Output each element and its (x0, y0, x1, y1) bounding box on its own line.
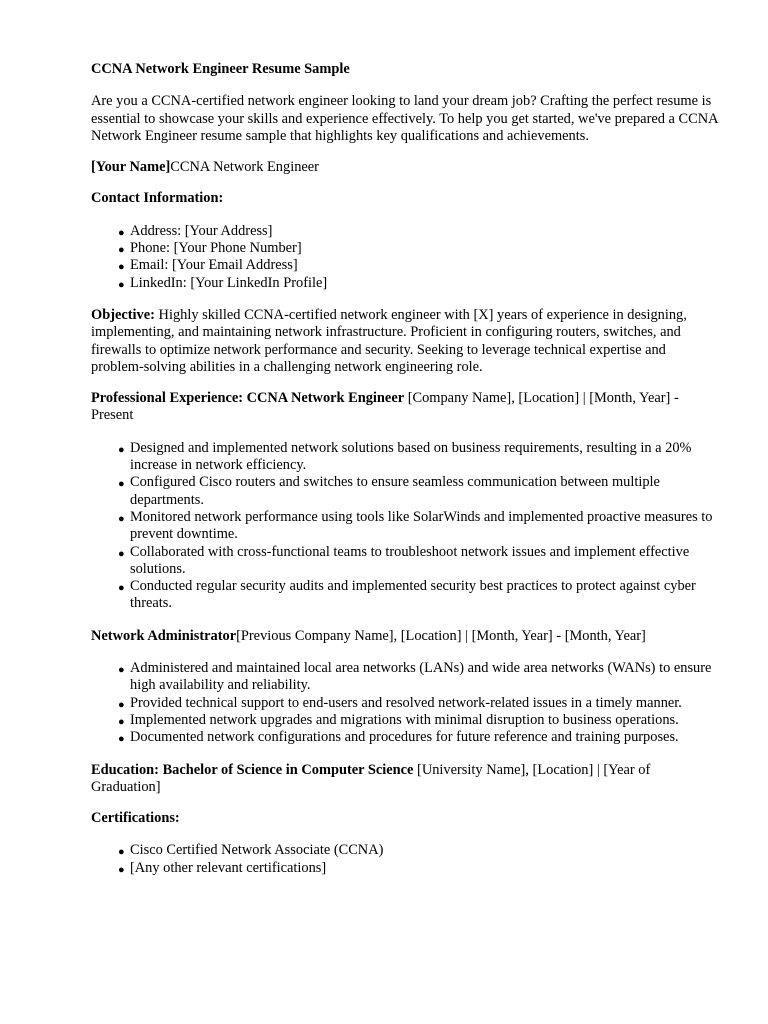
bullet-icon: ● (118, 846, 125, 859)
candidate-name: [Your Name] (91, 159, 171, 176)
admin-label: Network Administrator (91, 627, 237, 644)
list-item: ● Configured Cisco routers and switches to ensure seamless communication between multiple departments. (118, 474, 660, 508)
list-item: ● Provided technical support to end-users and resolved network-related issues in a timely manner. (118, 695, 721, 712)
list-item: ● Email: [Your Email Address] (118, 257, 721, 274)
bullet-icon: ● (118, 261, 125, 274)
admin-heading (91, 628, 721, 645)
experience-detail: [Company Name], [Location] | [Month, Year] - Present (91, 390, 679, 424)
bullet-icon: ● (118, 226, 125, 239)
certifications-list (91, 842, 721, 877)
list-item: ● Cisco Certified Network Associate (CCNA) (118, 842, 721, 859)
list-item: ● Designed and implemented network solutions based on business requirements, resulting in a 20% increase in network efficiency. (118, 439, 692, 474)
candidate-role: CCNA Network Engineer (170, 159, 319, 176)
bullet-icon: ● (118, 582, 125, 595)
experience-list (91, 440, 721, 613)
education-detail: [University Name], [Location] | [Year of Graduation] (91, 761, 651, 795)
contact-list (91, 223, 721, 292)
education-paragraph (91, 762, 721, 797)
list-item: ● Address: [Your Address] (118, 223, 721, 240)
objective-label: Objective: (91, 306, 155, 323)
education-label: Education: Bachelor of Science in Computer Science (91, 761, 414, 778)
bullet-icon: ● (118, 733, 125, 746)
bullet-icon: ● (118, 547, 125, 560)
list-item: ● Collaborated with cross-functional teams to troubleshoot network issues and implement effective solutions. (118, 543, 690, 577)
objective-text: Highly skilled CCNA-certified network engineer with [X] years of experience in designing, implementing, and maintaining network infrastructure. Proficient in configuring routers, switches, and firewalls to optimize network performance and security. Seeking to leverage technical expertise and problem-solving abilities in a challenging network engineering role. (91, 306, 687, 375)
intro-paragraph: Are you a CCNA-certified network engineer looking to land your dream job? Crafting the perfect resume is essential to showcase your skills and experience effectively. To help you get started, we've prepared a CCNA Network Engineer resume sample that highlights key qualifications and achievements. (91, 93, 718, 144)
experience-label: Professional Experience: CCNA Network Engineer (91, 390, 405, 407)
contact-heading: Contact Information: (91, 190, 224, 207)
bullet-icon: ● (118, 478, 125, 491)
experience-heading (91, 390, 721, 425)
bullet-icon: ● (118, 698, 125, 711)
list-item: ● Implemented network upgrades and migrations with minimal disruption to business operations. (118, 712, 721, 729)
list-item: ● Administered and maintained local area networks (LANs) and wide area networks (WANs) to ensure high availability and reliability. (118, 660, 712, 694)
admin-detail: [Previous Company Name], [Location] | [Month, Year] - [Month, Year] (236, 627, 646, 644)
bullet-icon: ● (118, 443, 125, 456)
bullet-icon: ● (118, 278, 125, 291)
list-item: ● Conducted regular security audits and implemented security best practices to protect against cyber threats. (118, 578, 696, 612)
admin-list (91, 660, 721, 746)
bullet-icon: ● (118, 715, 125, 728)
bullet-icon: ● (118, 512, 125, 525)
list-item: ● Phone: [Your Phone Number] (118, 240, 721, 257)
certifications-heading: Certifications: (91, 810, 180, 827)
bullet-icon: ● (118, 863, 125, 876)
resume-document (91, 61, 721, 892)
list-item: ● Documented network configurations and procedures for future reference and training purposes. (118, 729, 721, 746)
objective-paragraph (91, 307, 721, 376)
bullet-icon: ● (118, 244, 125, 257)
bullet-icon: ● (118, 664, 125, 677)
list-item: ● Monitored network performance using tools like SolarWinds and implemented proactive measures to prevent downtime. (118, 508, 713, 543)
page-title: CCNA Network Engineer Resume Sample (91, 61, 350, 77)
name-line (91, 159, 721, 176)
list-item: ● LinkedIn: [Your LinkedIn Profile] (118, 275, 721, 292)
list-item: ● [Any other relevant certifications] (118, 860, 721, 877)
